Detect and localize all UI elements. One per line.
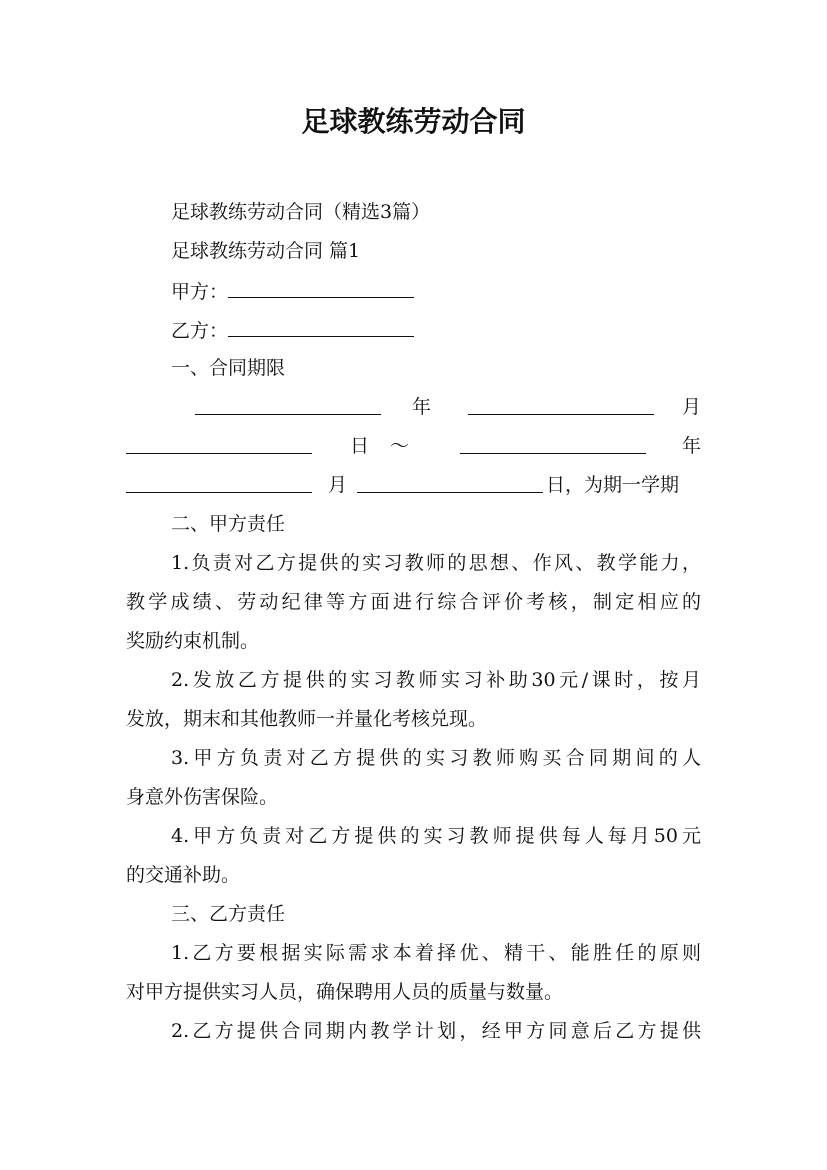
party-a-line [126,277,701,305]
term-row-2 [126,433,701,459]
section2-item-1-line-2: 教学成绩、劳动纪律等方面进行综合评价考核，制定相应的 [126,591,701,613]
section2-item-4-line-2: 的交通补助。 [126,864,241,886]
start-year-blank [195,394,381,415]
term-row-1 [126,394,701,420]
day-label: 日 [350,435,370,457]
section3-item-2-line-1: 2.乙方提供合同期内教学计划，经甲方同意后乙方提供 [171,1020,701,1042]
part-heading: 足球教练劳动合同 篇1 [171,240,361,262]
start-month-blank [468,394,654,415]
section2-item-2-line-1: 2.发放乙方提供的实习教师实习补助30元/课时，按月 [171,669,701,691]
tilde-label: ～ [390,435,410,457]
year-label: 年 [412,396,432,418]
section2-item-1-line-3: 奖励约束机制。 [126,630,260,652]
start-day-blank [126,433,312,454]
month-label: 月 [682,396,702,418]
section3-item-1-line-2: 对甲方提供实习人员，确保聘用人员的质量与数量。 [126,981,564,1003]
section1-heading: 一、合同期限 [171,357,286,379]
section2-item-3-line-1: 3.甲方负责对乙方提供的实习教师购买合同期间的人 [171,747,701,769]
term-end-text: 日，为期一学期 [546,474,680,496]
section3-item-1-line-1: 1.乙方要根据实际需求本着择优、精干、能胜任的原则 [171,942,701,964]
end-day-blank [357,472,543,493]
end-year-blank [460,433,646,454]
subtitle: 足球教练劳动合同（精选3篇） [171,201,431,223]
month-label-2: 月 [328,474,348,496]
party-b-line [126,316,701,344]
party-a-blank [228,277,414,298]
party-a-label: 甲方： [171,281,229,303]
section3-heading: 三、乙方责任 [171,903,286,925]
party-b-blank [228,316,414,337]
section2-item-3-line-2: 身意外伤害保险。 [126,786,279,808]
document-title: 足球教练劳动合同 [301,105,526,138]
section2-item-4-line-1: 4.甲方负责对乙方提供的实习教师提供每人每月50元 [171,825,701,847]
section2-item-1-line-1: 1.负责对乙方提供的实习教师的思想、作风、教学能力， [171,552,701,574]
year-label-2: 年 [682,435,702,457]
section2-heading: 二、甲方责任 [171,513,286,535]
term-row-3 [126,472,701,498]
party-b-label: 乙方： [171,320,229,342]
section2-item-2-line-2: 发放，期末和其他教师一并量化考核兑现。 [126,708,488,730]
end-month-blank [126,472,312,493]
